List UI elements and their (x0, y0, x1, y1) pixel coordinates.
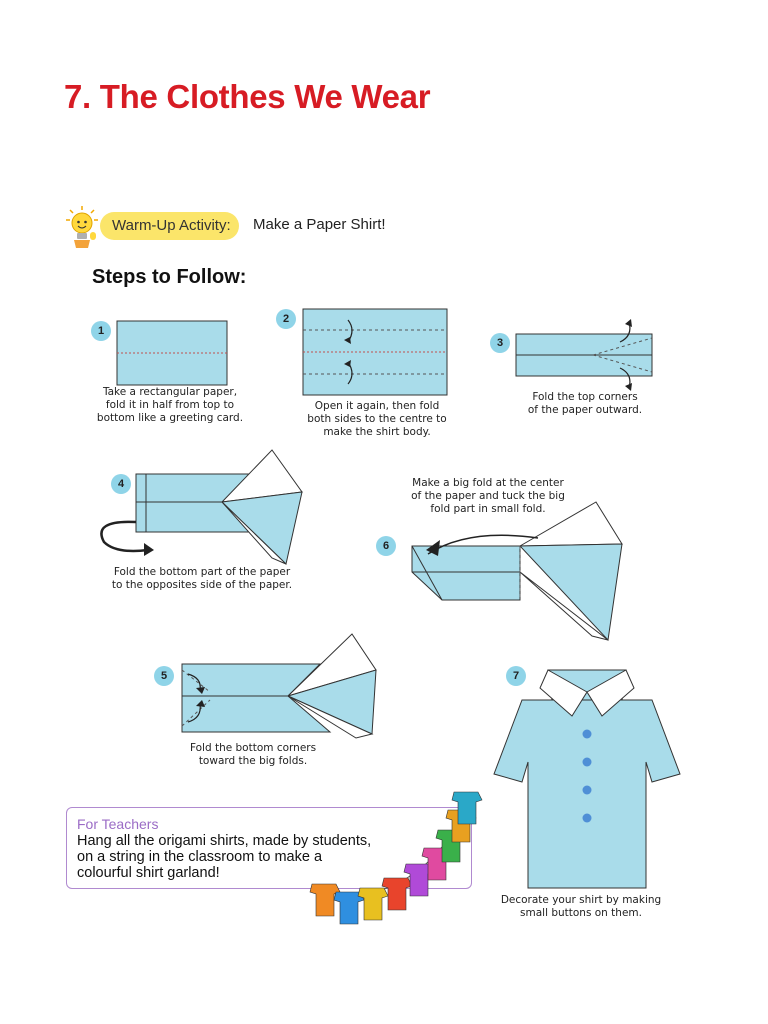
step-3-caption: Fold the top corners of the paper outward. (527, 391, 643, 416)
steps-heading: Steps to Follow: (92, 266, 247, 288)
step-4-number: 4 (111, 474, 131, 494)
step-5-diagram (180, 630, 380, 740)
step-5-number: 5 (154, 666, 174, 686)
step-1-diagram (116, 320, 228, 386)
step-6-diagram (408, 494, 628, 644)
step-2-caption: Open it again, then fold both sides to the centre to make the shirt body. (307, 400, 447, 438)
shirt-garland-illustration (306, 788, 492, 934)
step-1-caption: Take a rectangular paper, fold it in half from top to bottom like a greeting card. (96, 386, 244, 424)
step-7-number: 7 (506, 666, 526, 686)
step-4-caption: Fold the bottom part of the paper to the opposites side of the paper. (111, 566, 293, 591)
page-title: 7. The Clothes We Wear (64, 78, 431, 115)
lightbulb-mascot-icon (62, 204, 102, 250)
warmup-activity-text: Make a Paper Shirt! (253, 216, 386, 233)
step-2-diagram (302, 308, 448, 396)
teachers-note-body: Hang all the origami shirts, made by students, on a string in the classroom to make a colourful shirt garland! (77, 833, 372, 881)
step-3-number: 3 (490, 333, 510, 353)
step-7-caption: Decorate your shirt by making small buttons on them. (500, 894, 662, 919)
warmup-label: Warm-Up Activity: (100, 212, 239, 240)
step-7-shirt-diagram (490, 664, 684, 890)
step-4-diagram (96, 446, 306, 566)
step-5-caption: Fold the bottom corners toward the big folds. (189, 742, 317, 767)
teachers-note-title: For Teachers (77, 816, 159, 832)
step-6-caption: Make a big fold at the center of the paper and tuck the big fold part in small fold. (411, 477, 565, 515)
step-2-number: 2 (276, 309, 296, 329)
step-3-diagram (515, 316, 655, 392)
step-6-number: 6 (376, 536, 396, 556)
step-1-number: 1 (91, 321, 111, 341)
